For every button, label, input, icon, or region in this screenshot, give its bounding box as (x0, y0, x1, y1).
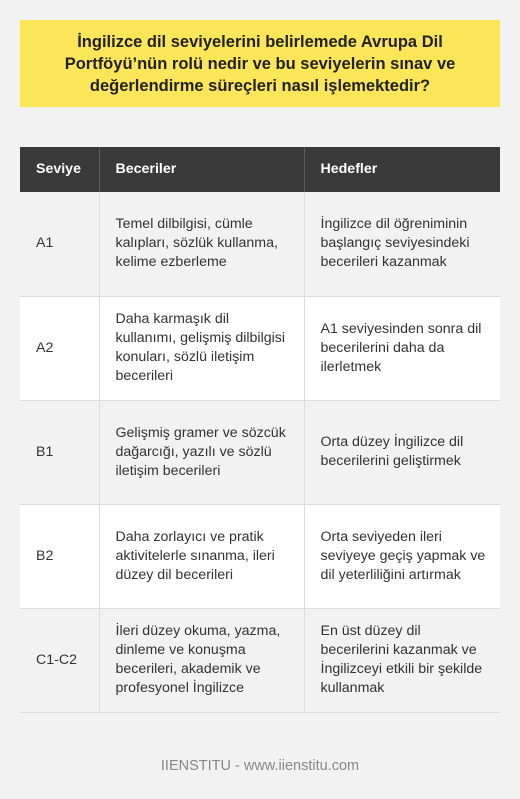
header-seviye: Seviye (20, 147, 99, 192)
skills-cell: Daha karmaşık dil kullanımı, gelişmiş dilbilgisi konuları, sözlü iletişim becerileri (99, 296, 304, 400)
level-cell: A1 (20, 192, 99, 296)
table-row (20, 400, 500, 504)
goals-cell: En üst düzey dil becerilerini kazanmak ve İngilizceyi etkili bir şekilde kullanmak (304, 608, 500, 712)
levels-table (20, 147, 500, 713)
page-title: İngilizce dil seviyelerini belirlemede Avrupa Dil Portföyü’nün rolü nedir ve bu seviyelerin sınav ve değerlendirme süreçleri nasıl işlemektedir? (64, 32, 456, 95)
goals-cell: A1 seviyesinden sonra dil becerilerini daha da ilerletmek (304, 296, 500, 400)
goals-cell: Orta seviyeden ileri seviyeye geçiş yapmak ve dil yeterliliğini artırmak (304, 504, 500, 608)
skills-cell: Daha zorlayıcı ve pratik aktivitelerle sınanma, ileri düzey dil becerileri (99, 504, 304, 608)
level-cell: A2 (20, 296, 99, 400)
table-header-row (20, 147, 500, 192)
skills-cell: İleri düzey okuma, yazma, dinleme ve konuşma becerileri, akademik ve profesyonel İngilizce (99, 608, 304, 712)
skills-cell: Gelişmiş gramer ve sözcük dağarcığı, yazılı ve sözlü iletişim becerileri (99, 400, 304, 504)
table-row (20, 608, 500, 712)
title-banner (20, 20, 500, 107)
table-row (20, 296, 500, 400)
level-cell: B1 (20, 400, 99, 504)
goals-cell: Orta düzey İngilizce dil becerilerini geliştirmek (304, 400, 500, 504)
header-beceriler: Beceriler (99, 147, 304, 192)
header-hedefler: Hedefler (304, 147, 500, 192)
table-row (20, 504, 500, 608)
level-cell: C1-C2 (20, 608, 99, 712)
level-cell: B2 (20, 504, 99, 608)
skills-cell: Temel dilbilgisi, cümle kalıpları, sözlük kullanma, kelime ezberleme (99, 192, 304, 296)
goals-cell: İngilizce dil öğreniminin başlangıç seviyesindeki becerileri kazanmak (304, 192, 500, 296)
footer-credit: IIENSTITU - www.iienstitu.com (160, 758, 360, 774)
table-row (20, 192, 500, 296)
